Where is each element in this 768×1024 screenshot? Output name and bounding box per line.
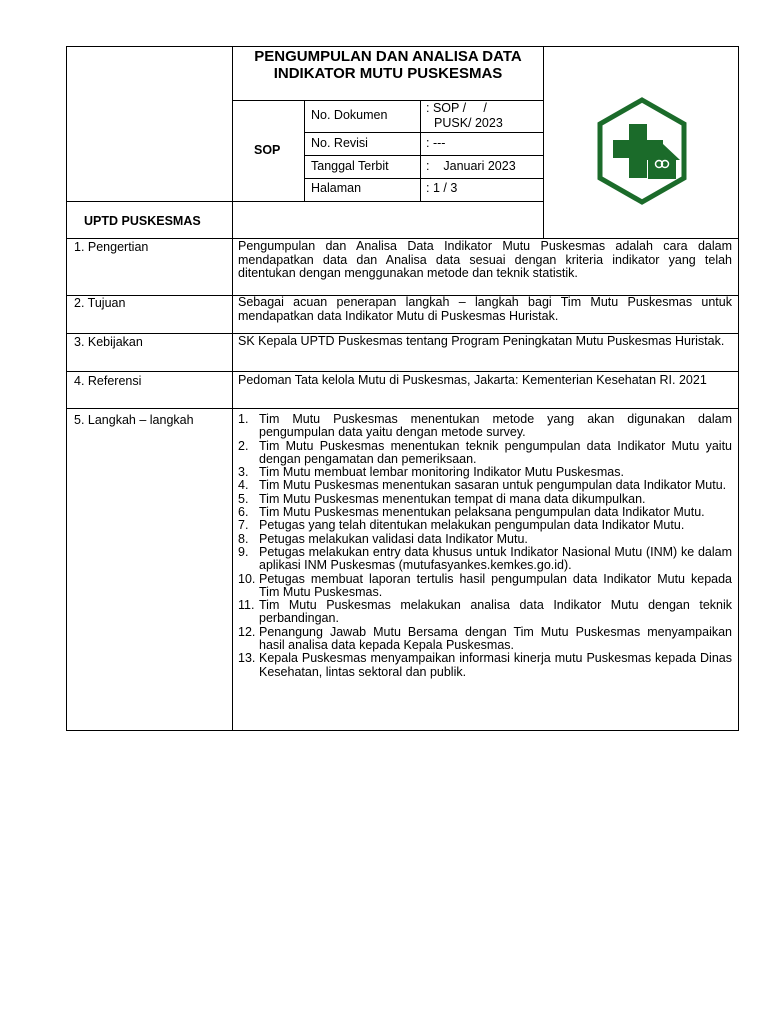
step-text: Petugas yang telah ditentukan melakukan pengumpulan data Indikator Mutu. [259,518,685,533]
step-number: 9. [238,544,249,559]
step-text: Tim Mutu Puskesmas menentukan sasaran untuk pengumpulan data Indikator Mutu. [259,478,727,493]
step-text: Penangung Jawab Mutu Bersama dengan Tim Mutu Puskesmas menyampaikan hasil analisa data kepada Kepala Puskesmas. [259,624,732,653]
puskesmas-logo [596,96,688,206]
step-text: Kepala Puskesmas menyampaikan informasi kinerja mutu Puskesmas kepada Dinas Kesehatan, lintas sektoral dan publik. [259,651,732,679]
list-item [238,626,732,653]
list-item [238,546,732,573]
meta-value-doc-number-line2: PUSK/ 2023 [434,116,503,130]
section-label-langkah: 5. Langkah – langkah [74,413,194,427]
meta-value-issue-date: : Januari 2023 [426,159,516,173]
step-number: 1. [238,412,249,426]
org-name: UPTD PUSKESMAS [84,214,201,228]
list-item [238,493,732,506]
step-text: Tim Mutu Puskesmas melakukan analisa data Indikator Mutu dengan teknik perbandingan. [259,598,732,626]
step-number: 12. [238,624,256,639]
list-item [238,573,732,600]
step-number: 13. [238,651,256,666]
section-label-kebijakan: 3. Kebijakan [74,335,143,349]
section-text-referensi: Pedoman Tata kelola Mutu di Puskesmas, Jakarta: Kementerian Kesehatan RI. 2021 [238,373,707,387]
meta-label-doc-number: No. Dokumen [311,108,388,122]
step-number: 10. [238,571,256,586]
list-item [238,519,732,532]
step-text: Tim Mutu Puskesmas menentukan pelaksana pengumpulan data Indikator Mutu. [259,505,705,520]
step-text: Tim Mutu Puskesmas menentukan tempat di mana data dikumpulkan. [259,491,646,506]
section-text-tujuan: Sebagai acuan penerapan langkah – langkah bagi Tim Mutu Puskesmas untuk mendapatkan data Indikator Mutu di Puskesmas Huristak. [238,295,732,323]
list-item [238,479,732,492]
step-text: Petugas melakukan entry data khusus untuk Indikator Nasional Mutu (INM) ke dalam aplikasi INM Puskesmas (mutufasyankes.kemkes.go.id). [259,544,732,573]
list-item [238,533,732,546]
meta-label-revision: No. Revisi [311,136,368,150]
list-item [238,440,732,467]
section-text-kebijakan: SK Kepala UPTD Puskesmas tentang Program Peningkatan Mutu Puskesmas Huristak. [238,334,725,348]
step-number: 4. [238,478,249,493]
section-label-referensi: 4. Referensi [74,374,142,388]
step-number: 5. [238,491,249,506]
step-text: Tim Mutu Puskesmas menentukan teknik pengumpulan data Indikator Mutu yaitu dengan pengamatan dan pemeriksaan. [259,438,732,466]
step-number: 8. [238,531,249,546]
step-number: 6. [238,505,249,520]
sop-label: SOP [254,143,281,157]
section-label-tujuan: 2. Tujuan [74,296,126,310]
step-text: Tim Mutu Puskesmas menentukan metode yang akan digunakan dalam pengumpulan data yaitu dengan metode survey. [259,412,732,440]
step-number: 7. [238,518,249,533]
list-item [238,652,732,679]
step-number: 2. [238,438,249,453]
step-text: Tim Mutu membuat lembar monitoring Indikator Mutu Puskesmas. [259,465,624,480]
document-title: PENGUMPULAN DAN ANALISA DATA INDIKATOR MUTU PUSKESMAS [254,48,522,82]
list-item [238,413,732,440]
meta-value-page: : 1 / 3 [426,181,458,195]
step-number: 11. [238,598,255,613]
steps-list [238,413,732,679]
list-item [238,506,732,519]
section-label-pengertian: 1. Pengertian [74,240,149,254]
list-item [238,466,732,479]
meta-value-doc-number-line1: : SOP / / [426,101,487,115]
meta-value-revision: : --- [426,136,446,150]
meta-label-page: Halaman [311,181,362,195]
list-item [238,599,732,626]
step-text: Petugas membuat laporan tertulis hasil pengumpulan data Indikator Mutu kepada Tim Mutu Puskesmas. [259,571,732,599]
meta-label-issue-date: Tanggal Terbit [311,159,389,173]
step-text: Petugas melakukan validasi data Indikator Mutu. [259,531,528,546]
step-number: 3. [238,465,249,480]
section-text-pengertian: Pengumpulan dan Analisa Data Indikator Mutu Puskesmas adalah cara dalam mendapatkan data dan Analisa data sesuai dengan kriteria indikator yang telah ditentukan dengan menggunakan metode dan teknik statistik. [238,239,732,280]
